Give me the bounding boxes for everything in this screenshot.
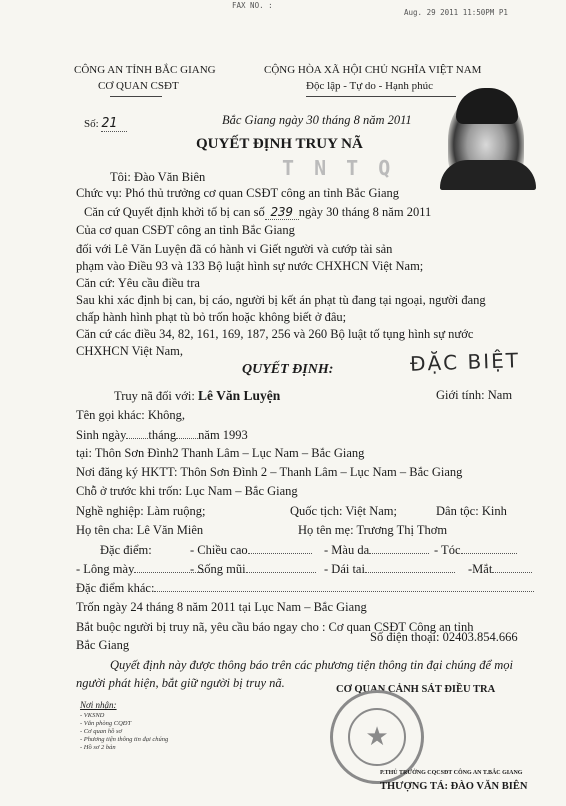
seal-star-icon: ★ — [348, 708, 406, 766]
position-line: Chức vụ: Phó thủ trưởng cơ quan CSĐT công an tỉnh Bắc Giang — [76, 186, 400, 200]
mother-name: Họ tên mẹ: Trương Thị Thơm — [298, 523, 448, 537]
basis-decision-line — [84, 204, 431, 220]
suspect-photo-shoulders — [440, 160, 536, 190]
dob-month-label: tháng — [148, 428, 177, 442]
place-date: Bắc Giang ngày 30 tháng 8 năm 2011 — [222, 113, 412, 127]
org-line-1: CÔNG AN TỈNH BẮC GIANG — [74, 64, 216, 76]
feature-height: - Chiều cao — [190, 543, 312, 558]
escape-info: Trốn ngày 24 tháng 8 năm 2011 tại Lục Nam – Bắc Giang — [76, 600, 367, 614]
recipients-label: Nơi nhận: — [80, 700, 117, 710]
registered-residence: Nơi đăng ký HKTT: Thôn Sơn Đình 2 – Thanh Lâm – Lục Nam – Bắc Giang — [76, 465, 463, 479]
birthplace: tại: Thôn Sơn Đình2 Thanh Lâm – Lục Nam – Bắc Giang — [76, 446, 365, 460]
phone-number: Số điện thoại: 02403.854.666 — [370, 630, 518, 644]
agency-line: Của cơ quan CSĐT công an tỉnh Bắc Giang — [76, 223, 295, 237]
basis-decision-number: 239 — [265, 204, 299, 220]
articles-line-2: CHXHCN Việt Nam, — [76, 344, 184, 358]
number-value: 21 — [101, 116, 127, 132]
basis-decision-text: Căn cứ Quyết định khởi tố bị can số — [84, 205, 265, 219]
recipient-item: - Phương tiện thông tin đại chúng — [80, 736, 169, 743]
occupation: Nghề nghiệp: Làm ruộng; — [76, 504, 206, 518]
father-name: Họ tên cha: Lê Văn Miên — [76, 523, 204, 537]
signing-agency: CƠ QUAN CẢNH SÁT ĐIỀU TRA — [336, 684, 496, 695]
basis-decision-date: ngày 30 tháng 8 năm 2011 — [298, 205, 432, 219]
org-underline — [110, 96, 162, 97]
recipient-item: - Hồ sơ 2 bản — [80, 744, 116, 751]
feature-skin: - Màu da — [324, 543, 429, 558]
recipients-list — [80, 712, 168, 752]
dob-day-label: Sinh ngày — [76, 428, 127, 442]
decision-heading: QUYẾT ĐỊNH: — [242, 362, 334, 377]
nationality: Quốc tịch: Việt Nam; — [290, 504, 397, 518]
wanted-label: Truy nã đối với: — [114, 389, 195, 403]
signatory-title: P.THỦ TRƯỞNG CQCSĐT CÔNG AN T.BẮC GIANG — [380, 770, 523, 776]
feature-ear: - Dái tai — [324, 562, 455, 577]
signatory-name: THƯỢNG TÁ: ĐÀO VĂN BIÊN — [380, 781, 528, 792]
motto-underline — [306, 96, 456, 97]
feature-eyebrow: - Lông mày — [76, 562, 204, 577]
number-label: Số: — [84, 118, 99, 130]
special-stamp: ĐẶC BIỆT — [409, 348, 521, 376]
arrest-request-1: Bắt buộc người bị truy nã, yêu cầu báo ngay cho : Cơ quan CSĐT Công an tỉnh — [76, 620, 474, 634]
org-line-2: CƠ QUAN CSĐT — [98, 80, 179, 92]
alias: Tên gọi khác: Không, — [76, 408, 186, 422]
document-title: QUYẾT ĐỊNH TRUY NÃ — [196, 136, 363, 152]
charge-line: đối với Lê Văn Luyện đã có hành vi Giết người và cướp tài sản — [76, 242, 393, 256]
fax-number-label: FAX NO. : — [232, 1, 273, 10]
fax-timestamp: Aug. 29 2011 11:50PM P1 — [404, 8, 508, 17]
recipient-item: - Văn phòng CQĐT — [80, 720, 132, 727]
other-features: Đặc điểm khác: — [76, 581, 534, 596]
law-line: phạm vào Điều 93 và 133 Bộ luật hình sự nước CHXHCN Việt Nam; — [76, 259, 424, 273]
determination-line-2: chấp hành hình phạt tù bỏ trốn hoặc không biết ở đâu; — [76, 310, 347, 324]
gender: Giới tính: Nam — [436, 388, 513, 402]
notice-line-2: người phát hiện, bắt giữ người bị truy nã. — [76, 676, 285, 690]
recipient-item: - Cơ quan hồ sơ — [80, 728, 122, 735]
features-label: Đặc điểm: — [100, 543, 152, 557]
suspect-photo-hair — [456, 88, 518, 124]
nation-motto: Độc lập - Tự do - Hạnh phúc — [306, 80, 434, 92]
feature-hair: - Tóc — [434, 543, 517, 558]
recipient-item: - VKSND — [80, 712, 105, 719]
wanted-name: Lê Văn Luyện — [197, 388, 281, 403]
nation-title: CỘNG HÒA XÃ HỘI CHỦ NGHĨA VIỆT NAM — [264, 64, 482, 76]
wanted-line — [114, 388, 280, 404]
issuer-line: Tôi: Đào Văn Biên — [110, 170, 206, 184]
feature-nose: - Sống mũi — [190, 562, 316, 577]
basis-investigation-line: Căn cứ: Yêu cầu điều tra — [76, 276, 200, 290]
arrest-request-2: Bắc Giang — [76, 638, 130, 652]
notice-line-1: Quyết định này được thông báo trên các phương tiện thông tin đại chúng để mọi — [110, 658, 513, 672]
date-of-birth — [76, 428, 248, 443]
determination-line-1: Sau khi xác định bị can, bị cáo, người bị kết án phạt tù đang tại ngoại, người đang — [76, 293, 486, 307]
residence-before-escape: Chỗ ở trước khi trốn: Lục Nam – Bắc Giang — [76, 484, 298, 498]
articles-line-1: Căn cứ các điều 34, 82, 161, 169, 187, 256 và 260 Bộ luật tố tụng hình sự nước — [76, 327, 474, 341]
feature-eye: -Mắt — [468, 562, 532, 577]
ethnicity: Dân tộc: Kinh — [436, 504, 507, 518]
faint-stamp: T N T Q — [282, 156, 395, 180]
dob-year: năm 1993 — [198, 428, 248, 442]
document-number — [84, 116, 127, 132]
